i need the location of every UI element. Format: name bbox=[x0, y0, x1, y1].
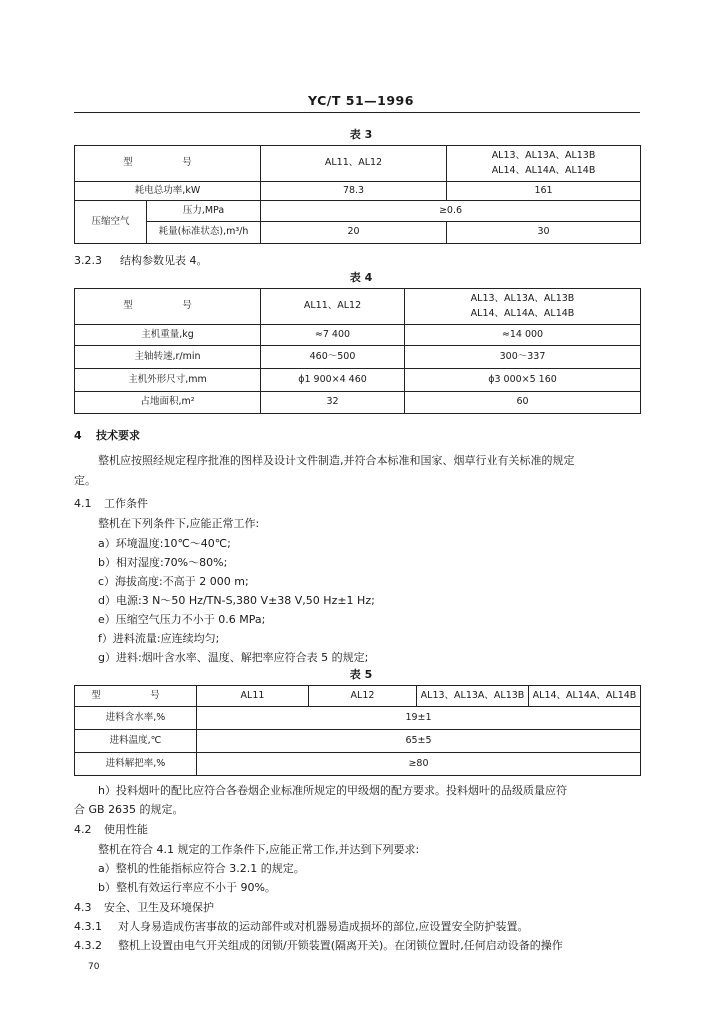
section-4-3-heading: 4.3 安全、卫生及环境保护 bbox=[74, 901, 214, 914]
table5-cell: ≥80 bbox=[197, 753, 641, 776]
table3-cell: 161 bbox=[447, 182, 641, 201]
table3-pressure-label: 压力,MPa bbox=[147, 201, 261, 222]
table3-consumption-a: 20 bbox=[261, 222, 447, 244]
table4-header-b: AL13、AL13A、AL13B AL14、AL14A、AL14B bbox=[405, 289, 641, 325]
table5-header-col: AL12 bbox=[309, 686, 417, 707]
section-4-2-heading: 4.2 使用性能 bbox=[74, 823, 148, 836]
table5-header-col: AL14、AL14A、AL14B bbox=[529, 686, 641, 707]
list-item: f）进料流量:应连续均匀; bbox=[98, 632, 220, 645]
table4-cell: 460～500 bbox=[261, 346, 405, 369]
page-number: 70 bbox=[88, 962, 100, 972]
table4-caption: 表 4 bbox=[349, 271, 373, 284]
table4-cell: 32 bbox=[261, 392, 405, 414]
table5-cell: 65±5 bbox=[197, 730, 641, 753]
list-item: c）海拔高度:不高于 2 000 m; bbox=[98, 575, 249, 588]
table4-row-label: 主轴转速,r/min bbox=[75, 346, 261, 369]
table4-header-type: 型 号 bbox=[75, 289, 261, 325]
table3 bbox=[74, 145, 641, 244]
table4-cell: 60 bbox=[405, 392, 641, 414]
item-h-cont: 合 GB 2635 的规定。 bbox=[74, 803, 184, 816]
table5-header-type: 型 号 bbox=[75, 686, 197, 707]
table3-row-label: 耗电总功率,kW bbox=[75, 182, 261, 201]
table4-cell: ϕ1 900×4 460 bbox=[261, 369, 405, 392]
table3-consumption-b: 30 bbox=[447, 222, 641, 244]
table4-cell: ϕ3 000×5 160 bbox=[405, 369, 641, 392]
table5-row-label: 进料解把率,% bbox=[75, 753, 197, 776]
table5-header-col: AL11 bbox=[197, 686, 309, 707]
table4-cell: ≈14 000 bbox=[405, 325, 641, 346]
table3-air-group: 压缩空气 bbox=[75, 201, 147, 244]
table3-caption: 表 3 bbox=[349, 128, 373, 141]
list-item: a）环境温度:10℃～40℃; bbox=[98, 537, 231, 550]
section-3-2-3: 3.2.3 结构参数见表 4。 bbox=[74, 254, 208, 267]
table4-cell: 300～337 bbox=[405, 346, 641, 369]
table4-row-label: 占地面积,m² bbox=[75, 392, 261, 414]
table5-row-label: 进料温度,℃ bbox=[75, 730, 197, 753]
table4-row-label: 主机重量,kg bbox=[75, 325, 261, 346]
table5-row-label: 进料含水率,% bbox=[75, 707, 197, 730]
section-4-1-heading: 4.1 工作条件 bbox=[74, 497, 148, 510]
standard-header: YC/T 51—1996 bbox=[308, 93, 414, 108]
section-4-2-intro: 整机在符合 4.1 规定的工作条件下,应能正常工作,并达到下列要求: bbox=[98, 843, 420, 856]
table3-header-type: 型 号 bbox=[75, 146, 261, 182]
table3-header-b: AL13、AL13A、AL13B AL14、AL14A、AL14B bbox=[447, 146, 641, 182]
section-4-1-intro: 整机在下列条件下,应能正常工作: bbox=[98, 517, 260, 530]
section-4-3-2: 4.3.2 整机上设置由电气开关组成的闭锁/开锁装置(隔离开关)。在闭锁位置时,任何启动设备的操作 bbox=[74, 939, 563, 952]
table3-cell: 78.3 bbox=[261, 182, 447, 201]
section-4-heading: 4 技术要求 bbox=[74, 429, 140, 442]
list-item: e）压缩空气压力不小于 0.6 MPa; bbox=[98, 613, 266, 626]
table4-cell: ≈7 400 bbox=[261, 325, 405, 346]
list-item: d）电源:3 N～50 Hz/TN-S,380 V±38 V,50 Hz±1 Hz; bbox=[98, 594, 375, 607]
section-4-para-cont: 定。 bbox=[74, 474, 96, 487]
table5-cell: 19±1 bbox=[197, 707, 641, 730]
table3-consumption-label: 耗量(标准状态),m³/h bbox=[147, 222, 261, 244]
table4-header-a: AL11、AL12 bbox=[261, 289, 405, 325]
table5-header-col: AL13、AL13A、AL13B bbox=[417, 686, 529, 707]
item-h: h）投料烟叶的配比应符合各卷烟企业标准所规定的甲级烟的配方要求。投料烟叶的品级质量应符 bbox=[98, 784, 567, 797]
list-item: g）进料:烟叶含水率、温度、解把率应符合表 5 的规定; bbox=[98, 651, 369, 664]
table4-row-label: 主机外形尺寸,mm bbox=[75, 369, 261, 392]
list-item: b）整机有效运行率应不小于 90%。 bbox=[98, 881, 276, 894]
table4 bbox=[74, 288, 641, 414]
table5 bbox=[74, 685, 641, 776]
section-4-para: 整机应按照经规定程序批准的图样及设计文件制造,并符合本标准和国家、烟草行业有关标准的规定 bbox=[98, 454, 575, 467]
section-4-3-1: 4.3.1 对人身易造成伤害事故的运动部件或对机器易造成损坏的部位,应设置安全防护装置。 bbox=[74, 920, 529, 933]
header-rule bbox=[74, 112, 640, 113]
table3-header-a: AL11、AL12 bbox=[261, 146, 447, 182]
list-item: b）相对湿度:70%～80%; bbox=[98, 556, 228, 569]
list-item: a）整机的性能指标应符合 3.2.1 的规定。 bbox=[98, 862, 305, 875]
table5-caption: 表 5 bbox=[349, 668, 373, 681]
table3-pressure-value: ≥0.6 bbox=[261, 201, 641, 222]
